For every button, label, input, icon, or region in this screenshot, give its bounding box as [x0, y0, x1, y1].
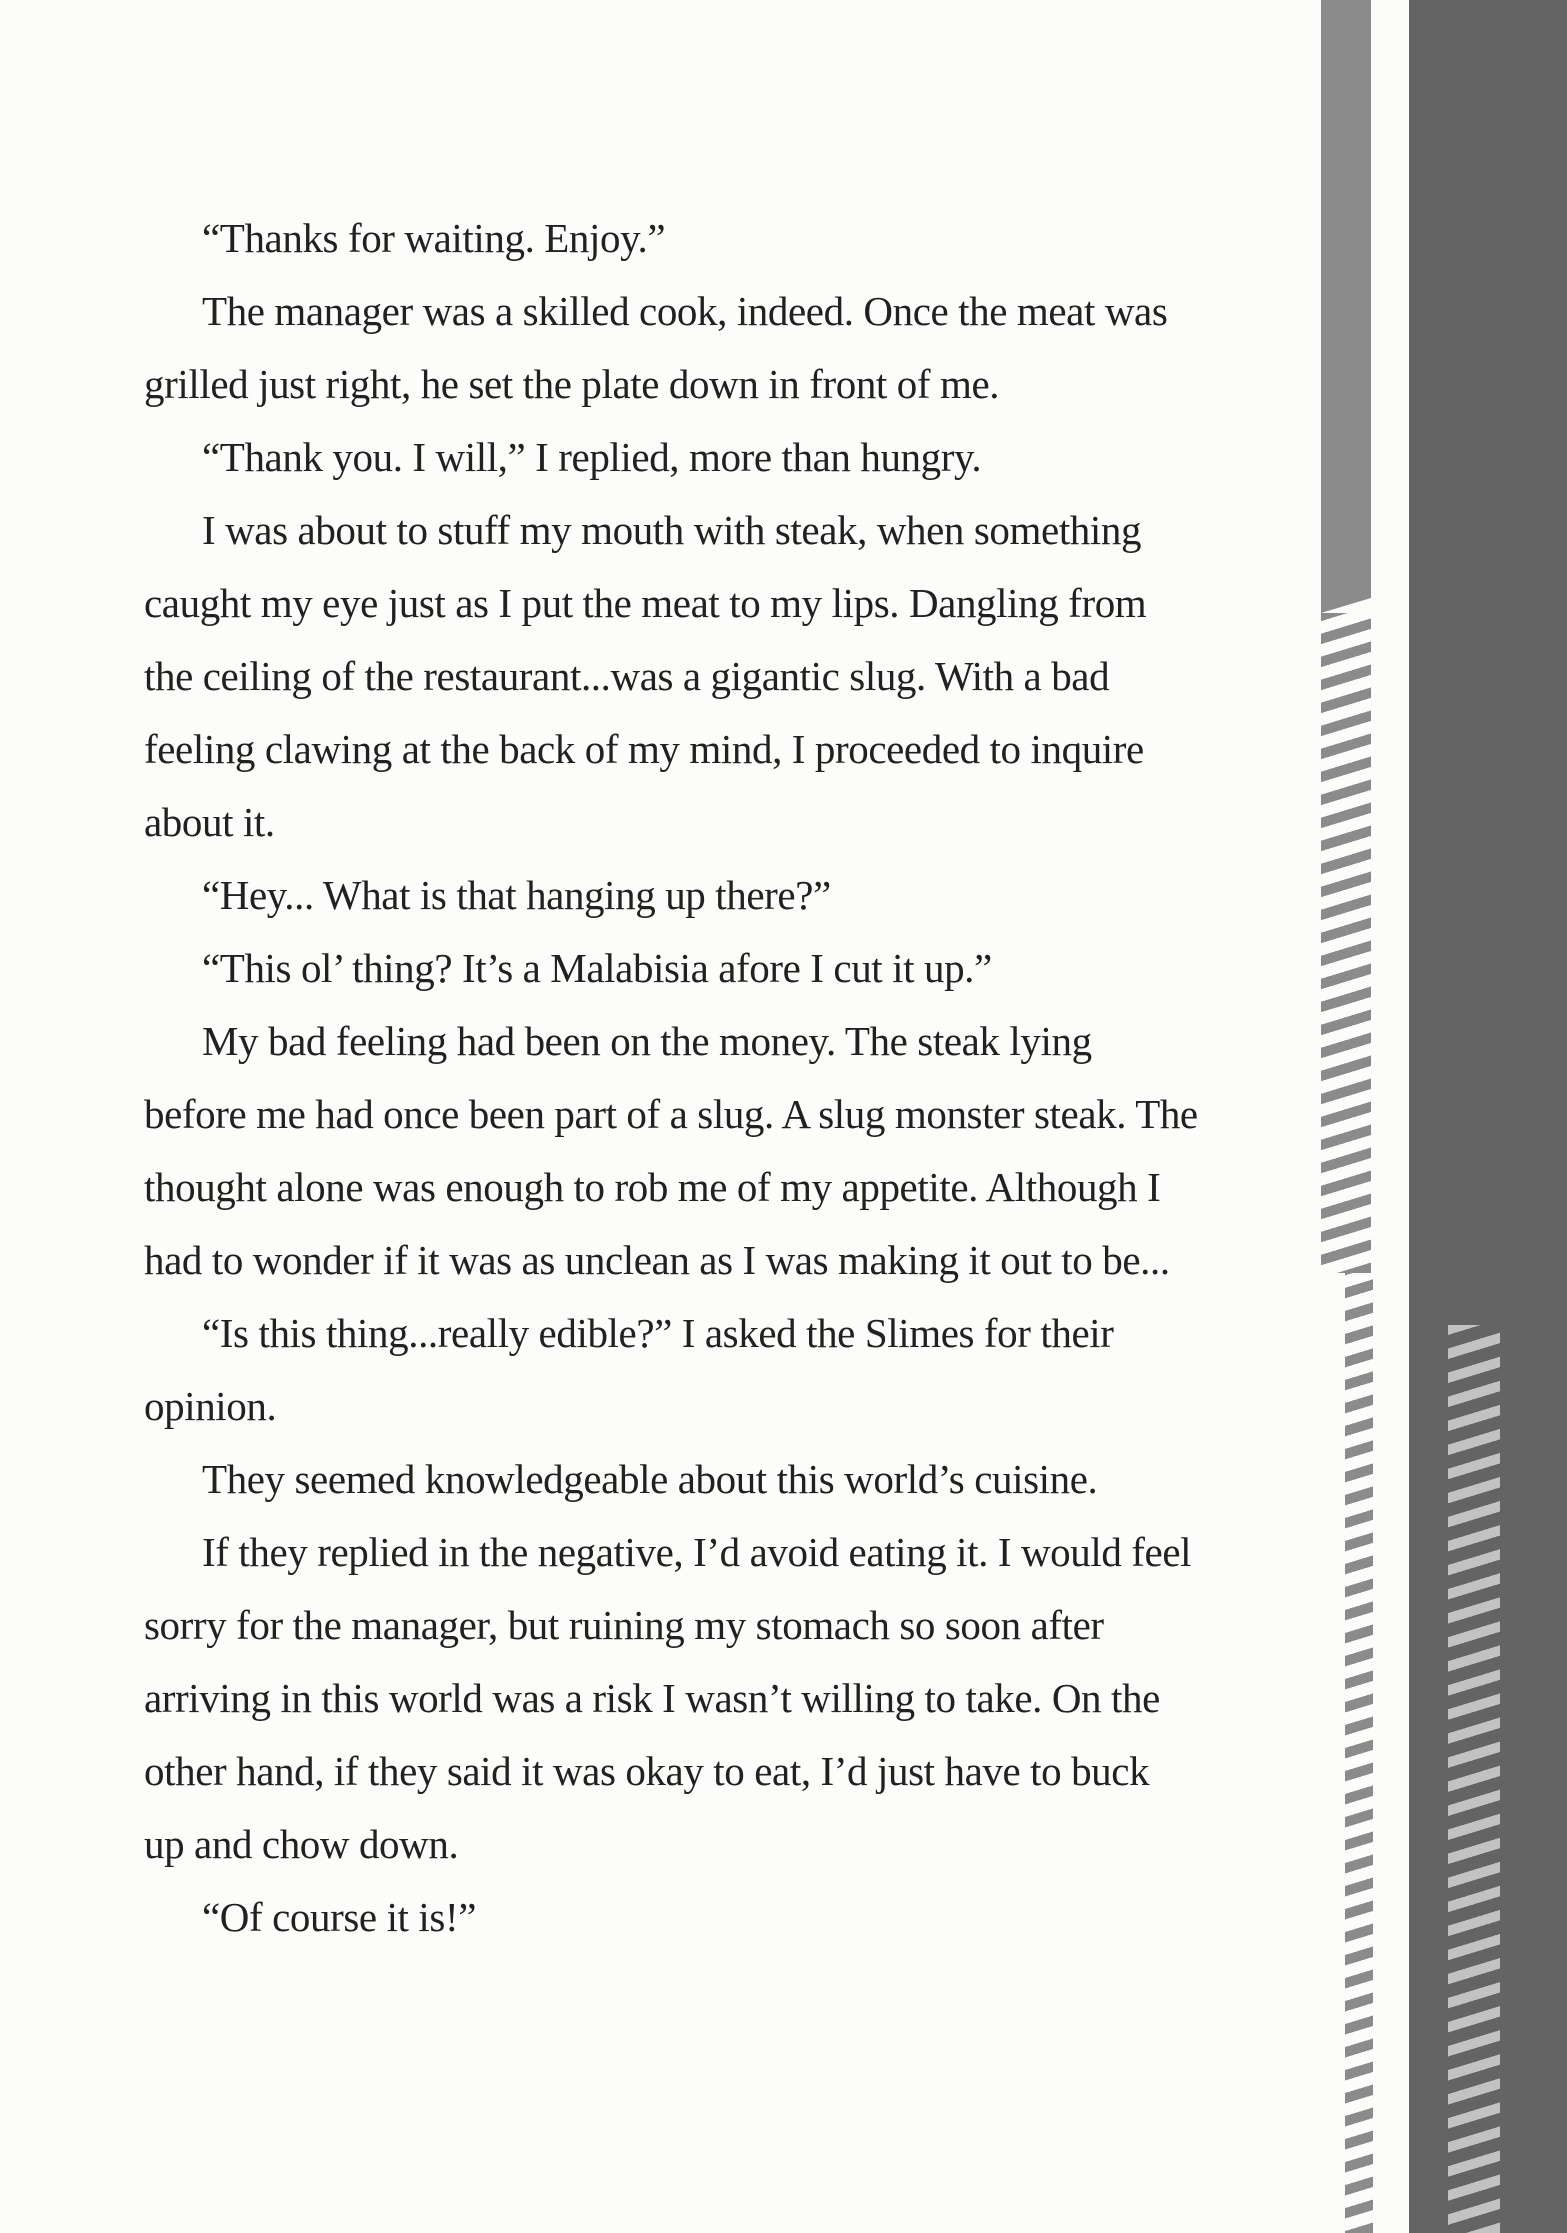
paragraph: “Is this thing...really edible?” I asked the Slimes for their opinion.: [144, 1310, 1114, 1429]
paragraph: I was about to stuff my mouth with steak, when something caught my eye just as I put the meat to my lips. Dangling from the ceiling of the restaurant...was a gigantic slug. With a bad feeling clawing at the back of my mind, I proceeded to inquire about it.: [144, 507, 1147, 845]
decor-left-bar-dash-segment: [1345, 1273, 1373, 2233]
page-text: [144, 202, 1199, 1954]
paragraph: They seemed knowledgeable about this world’s cuisine.: [202, 1456, 1098, 1502]
paragraph: “Hey... What is that hanging up there?”: [202, 872, 831, 918]
paragraph: “Thank you. I will,” I replied, more than hungry.: [202, 434, 982, 480]
decor-left-bar-hatch-segment: [1321, 613, 1371, 1273]
paragraph: If they replied in the negative, I’d avoid eating it. I would feel sorry for the manager, but ruining my stomach so soon after arriving in this world was a risk I wasn’t willing to take. On the other hand, if they said it was okay to eat, I’d just have to buck up and chow down.: [144, 1529, 1192, 1867]
decor-right-bar: [1409, 0, 1567, 2233]
decor-left-bar-solid-segment: [1321, 0, 1371, 613]
decor-left-bar: [1321, 0, 1371, 2233]
paragraph: The manager was a skilled cook, indeed. Once the meat was grilled just right, he set the plate down in front of me.: [144, 288, 1168, 407]
paragraph: “This ol’ thing? It’s a Malabisia afore I cut it up.”: [202, 945, 992, 991]
paragraph: “Thanks for waiting. Enjoy.”: [202, 215, 666, 261]
paragraph: “Of course it is!”: [202, 1894, 476, 1940]
decor-right-bar-stripe-band: [1448, 1325, 1500, 2233]
paragraph: My bad feeling had been on the money. The steak lying before me had once been part of a slug. A slug monster steak. The thought alone was enough to rob me of my appetite. Although I had to wonder if it was as unclean as I was making it out to be...: [144, 1018, 1198, 1283]
